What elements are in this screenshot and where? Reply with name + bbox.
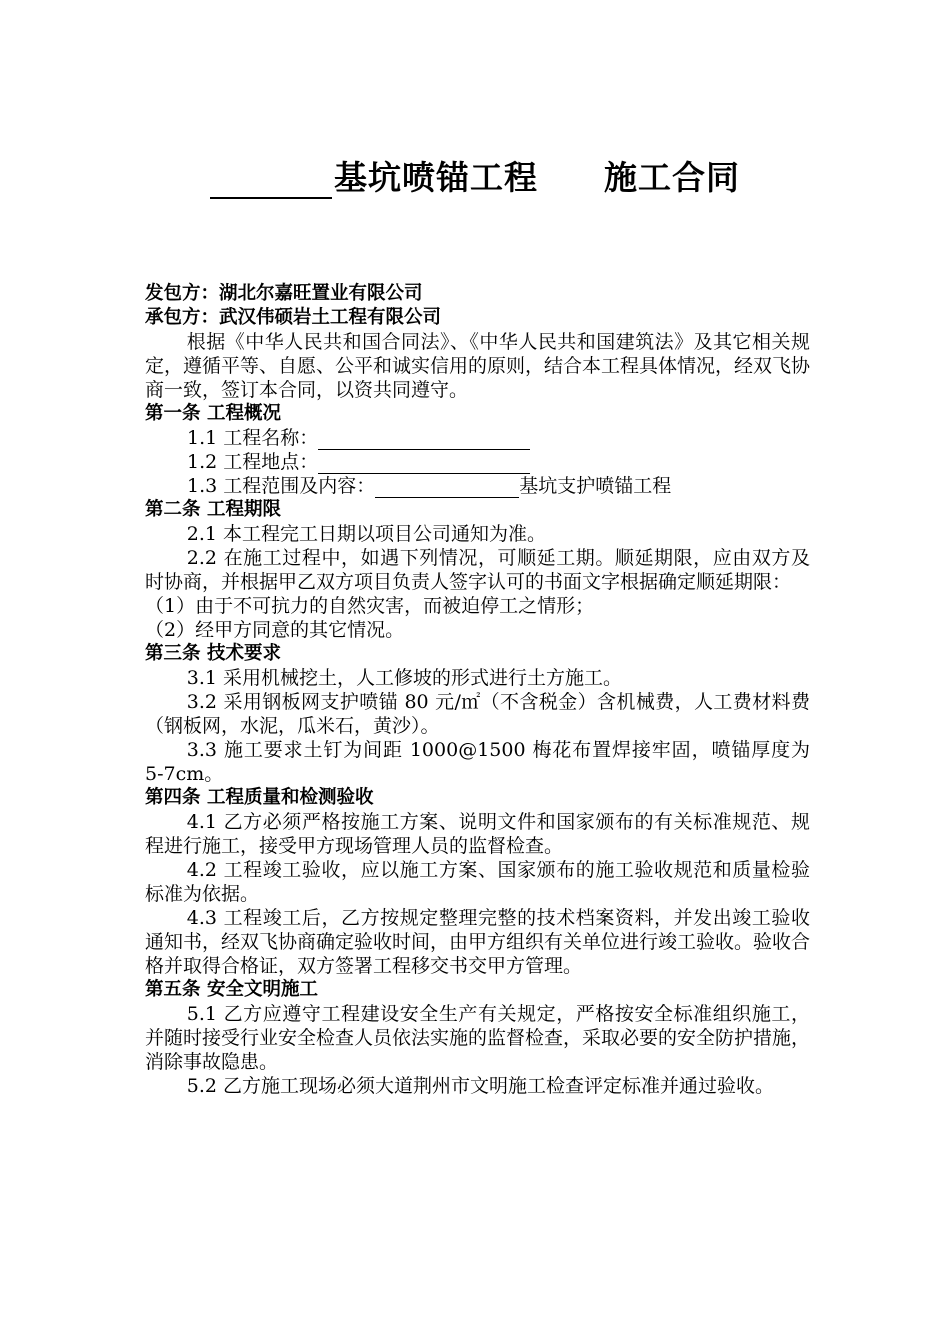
article-3-item-1: 3.1 采用机械挖土，人工修坡的形式进行土方施工。 [186, 667, 623, 689]
article-1-item-1 [145, 426, 810, 450]
article-5-item-1: 5.1 乙方应遵守工程建设安全生产有关规定，严格按安全标准组织施工，并随时接受行业安全检查人员依法实施的监督检查，采取必要的安全防护措施，消除事故隐患。 [145, 1003, 811, 1073]
contractor-line: 承包方：武汉伟硕岩土工程有限公司 [145, 307, 442, 328]
project-name-blank [318, 429, 530, 450]
document-title [0, 152, 950, 199]
article-4-item-1: 4.1 乙方必须严格按施工方案、说明文件和国家颁布的有关标准规范、规程进行施工，接受甲方现场管理人员的监督检查。 [145, 811, 810, 857]
title-suffix: 施工合同 [604, 158, 740, 197]
article-3-item-3: 3.3 施工要求土钉为间距 1000@1500 梅花布置焊接牢固，喷锚厚度为 5-7cm。 [145, 739, 810, 785]
title-blank-line [210, 167, 332, 199]
article-1-item-3 [145, 474, 810, 498]
project-scope-blank [375, 477, 519, 498]
employer-line: 发包方：湖北尔嘉旺置业有限公司 [145, 283, 423, 304]
article-4-item-3: 4.3 工程竣工后，乙方按规定整理完整的技术档案资料，并发出竣工验收通知书，经双飞协商确定验收时间，由甲方组织有关单位进行竣工验收。验收合格并取得合格证，双方签署工程移交书交甲方管理。 [145, 907, 811, 977]
article-3-item-2: 3.2 采用钢板网支护喷锚 80 元/㎡（不含税金）含机械费，人工费材料费（钢板网，水泥，瓜米石，黄沙）。 [145, 691, 810, 737]
project-scope-value: 基坑支护喷锚工程 [519, 475, 672, 497]
article-2-case-2: （2）经甲方同意的其它情况。 [145, 619, 405, 641]
article-2-item-1: 2.1 本工程完工日期以项目公司通知为准。 [186, 523, 547, 545]
project-scope-label: 1.3 工程范围及内容： [187, 475, 376, 497]
article-5-item-2: 5.2 乙方施工现场必须大道荆州市文明施工检查评定标准并通过验收。 [186, 1075, 775, 1097]
article-5-heading: 第五条 安全文明施工 [145, 979, 318, 1000]
project-location-label: 1.2 工程地点： [187, 451, 319, 473]
title-main: 基坑喷锚工程 [334, 158, 538, 197]
article-2-case-1: （1）由于不可抗力的自然灾害，而被迫停工之情形； [145, 595, 595, 617]
project-name-label: 1.1 工程名称： [187, 427, 319, 449]
article-2-heading: 第二条 工程期限 [145, 499, 281, 520]
contract-body [145, 282, 810, 1098]
article-4-heading: 第四条 工程质量和检测验收 [145, 787, 374, 808]
article-1-heading: 第一条 工程概况 [145, 403, 281, 424]
article-2-item-2: 2.2 在施工过程中，如遇下列情况，可顺延工期。顺延期限，应由双方及时协商，并根据甲乙双方项目负责人签字认可的书面文字根据确定顺延期限： [145, 547, 810, 593]
project-location-blank [318, 453, 530, 474]
article-3-heading: 第三条 技术要求 [145, 643, 281, 664]
intro-paragraph: 根据《中华人民共和国合同法》、《中华人民共和国建筑法》及其它相关规定，遵循平等、自愿、公平和诚实信用的原则，结合本工程具体情况，经双飞协商一致，签订本合同，以资共同遵守。 [145, 331, 811, 401]
article-1-item-2 [145, 450, 810, 474]
article-4-item-2: 4.2 工程竣工验收，应以施工方案、国家颁布的施工验收规范和质量检验标准为依据。 [145, 859, 810, 905]
